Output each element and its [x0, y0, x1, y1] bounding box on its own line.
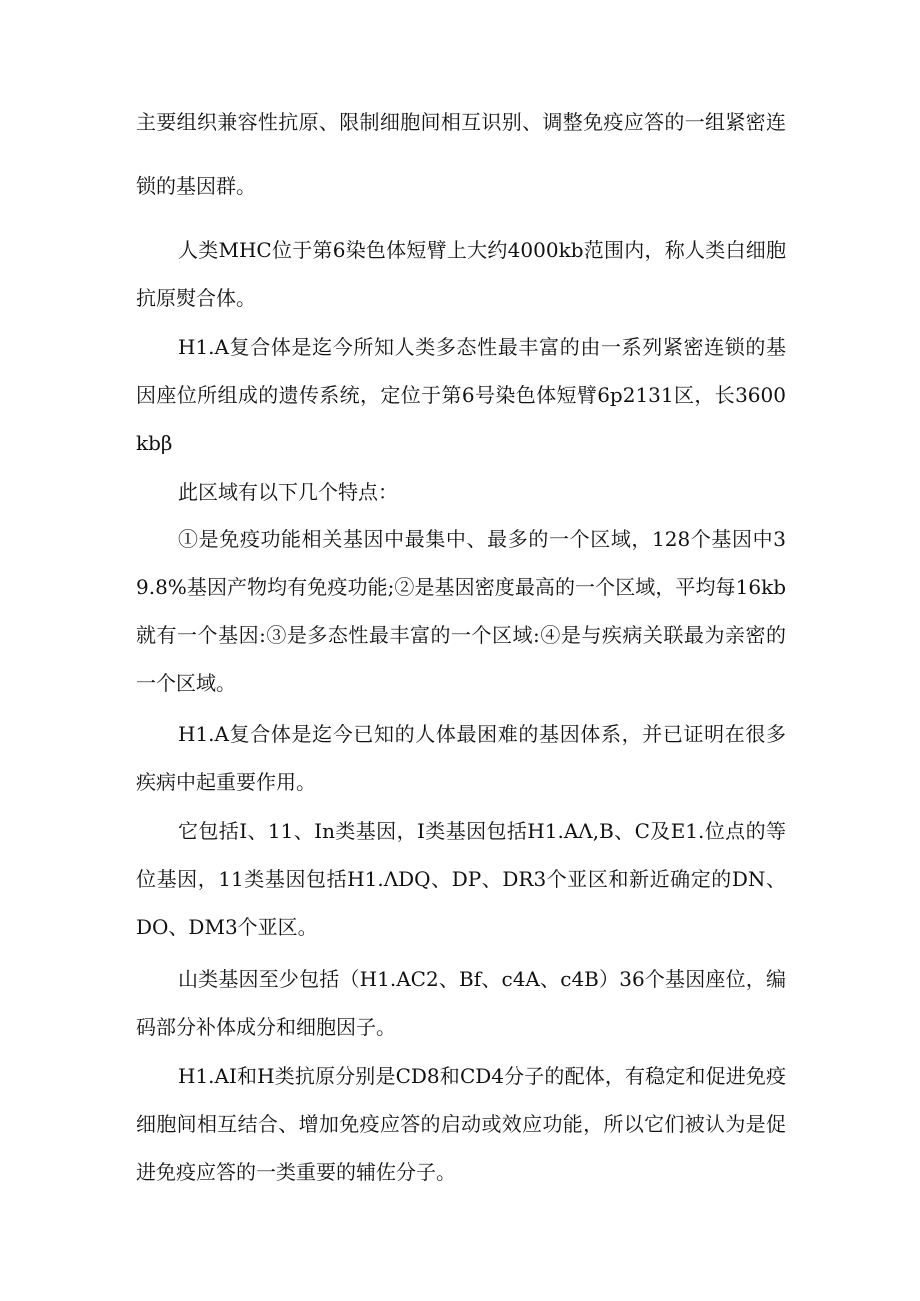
paragraph-region-features-list: ①是免疫功能相关基因中最集中、最多的一个区域，128个基因中39.8%基因产物均有免疫功能;②是基因密度最高的一个区域，平均每16kb就有一个基因:③是多态性最丰富的一个区域:④是与疾病关联最为亲密的一个区域。	[136, 527, 786, 695]
paragraph-gene-classes: 它包括I、11、In类基因，I类基因包括H1.AΛ,B、C及E1.位点的等位基因，11类基因包括H1.ΛDQ、DP、DR3个亚区和新近确定的DN、DO、DM3个亚区。	[136, 819, 786, 939]
paragraph-antigen-ligands: H1.AI和H类抗原分别是CD8和CD4分子的配体，有稳定和促进免疫细胞间相互结合、增加免疫应答的启动或效应功能，所以它们被认为是促进免疫应答的一类重要的辅佐分子。	[136, 1064, 786, 1184]
paragraph-hla-complex: H1.A复合体是迄今所知人类多态性最丰富的由一系列紧密连锁的基因座位所组成的遗传系统，定位于第6号染色体短臂6p2131区，长3600kbβ	[136, 335, 786, 455]
paragraph-human-mhc-location: 人类MHC位于第6染色体短臂上大约4000kb范围内，称人类白细胞抗原熨合体。	[136, 238, 786, 310]
paragraph-hla-complexity: H1.A复合体是迄今已知的人体最困难的基因体系，并已证明在很多疾病中起重要作用。	[136, 722, 786, 794]
paragraph-mhc-definition: 主要组织兼容性抗原、限制细胞间相互识别、调整免疫应答的一组紧密连锁的基因群。	[136, 110, 786, 198]
paragraph-region-features-intro: 此区域有以下几个特点：	[178, 480, 398, 504]
paragraph-class-three-genes: 山类基因至少包括（H1.AC2、Bf、c4A、c4B）36个基因座位，编码部分补体成分和细胞因子。	[136, 967, 786, 1039]
